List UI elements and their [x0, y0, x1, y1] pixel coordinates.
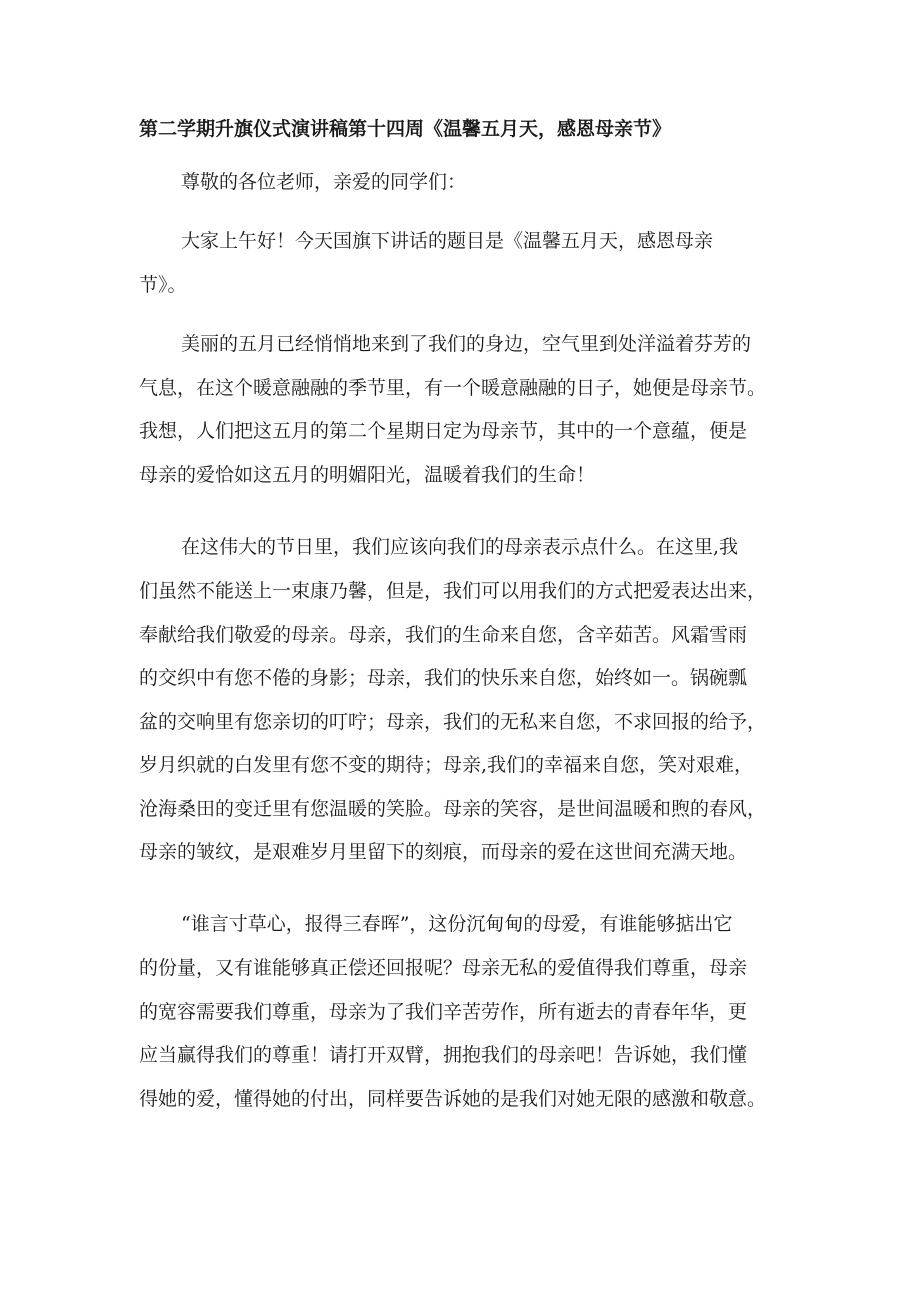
document-title: 第二学期升旗仪式演讲稿第十四周《温馨五月天，感恩母亲节》: [139, 118, 672, 140]
paragraph-line: 们虽然不能送上一束康乃馨，但是，我们可以用我们的方式把爱表达出来，: [139, 580, 767, 602]
paragraph-line: 的宽容需要我们尊重，母亲为了我们辛苦劳作，所有逝去的青春年华，更: [139, 1001, 748, 1023]
paragraph-line: 美丽的五月已经悄悄地来到了我们的身边，空气里到处洋溢着芬芳的: [181, 333, 752, 355]
salutation-line: 尊敬的各位老师，亲爱的同学们：: [181, 171, 467, 193]
paragraph-line: 岁月织就的白发里有您不变的期待；母亲,我们的幸福来自您，笑对艰难，: [139, 754, 754, 776]
paragraph-line: 奉献给我们敬爱的母亲。母亲，我们的生命来自您，含辛茹苦。风霜雪雨: [139, 624, 748, 646]
paragraph-line: 大家上午好！今天国旗下讲话的题目是《温馨五月天，感恩母亲: [181, 230, 714, 252]
paragraph-line: 沧海桑田的变迁里有您温暖的笑脸。母亲的笑容，是世间温暖和煦的春风，: [139, 798, 767, 820]
paragraph-line: 在这伟大的节日里，我们应该向我们的母亲表示点什么。在这里,我: [181, 536, 739, 558]
paragraph-line: 母亲的皱纹，是艰难岁月里留下的刻痕，而母亲的爱在这世间充满天地。: [139, 841, 748, 863]
paragraph-line: 母亲的爱恰如这五月的明媚阳光，温暖着我们的生命！: [139, 464, 596, 486]
paragraph-line: 的份量，又有谁能够真正偿还回报呢？母亲无私的爱值得我们尊重，母亲: [139, 957, 748, 979]
paragraph-line: 的交织中有您不倦的身影；母亲，我们的快乐来自您，始终如一。锅碗瓢: [139, 667, 748, 689]
paragraph-line: 我想，人们把这五月的第二个星期日定为母亲节，其中的一个意蕴，便是: [139, 420, 748, 442]
paragraph-line: 节》。: [139, 274, 187, 296]
paragraph-line: 应当赢得我们的尊重！请打开双臂，拥抱我们的母亲吧！告诉她，我们懂: [139, 1044, 748, 1066]
paragraph-line: 得她的爱，懂得她的付出，同样要告诉她的是我们对她无限的感激和敬意。: [139, 1088, 767, 1110]
paragraph-line: 盆的交响里有您亲切的叮咛；母亲，我们的无私来自您，不求回报的给予，: [139, 711, 767, 733]
paragraph-line: 气息，在这个暖意融融的季节里，有一个暖意融融的日子，她便是母亲节。: [139, 377, 767, 399]
paragraph-line: “谁言寸草心，报得三春晖”，这份沉甸甸的母爱，有谁能够掂出它: [181, 913, 733, 935]
